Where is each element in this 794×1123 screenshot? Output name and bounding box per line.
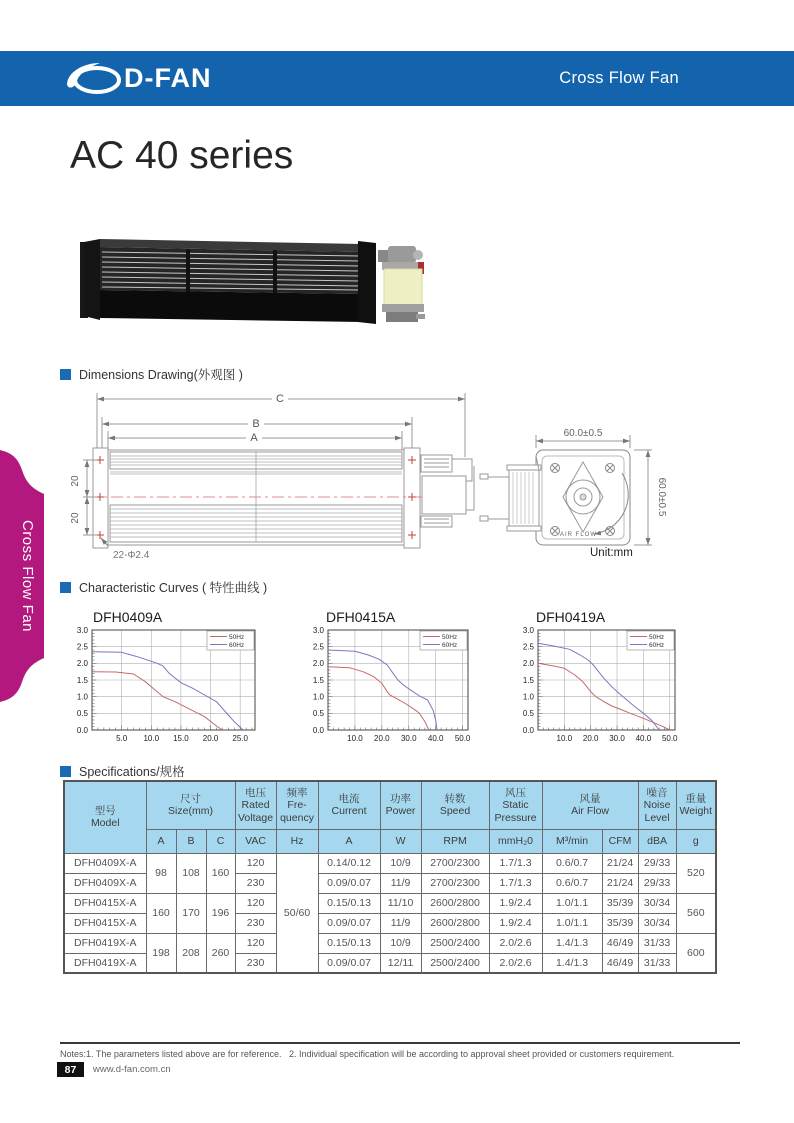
unit-header: CFM xyxy=(602,829,638,853)
svg-text:0.5: 0.5 xyxy=(312,709,324,719)
spec-table xyxy=(63,780,717,974)
blue-square-bullet-icon xyxy=(60,766,71,777)
table-cell: 208 xyxy=(176,933,206,973)
section-dimensions-label: Dimensions Drawing(外观图 ) xyxy=(79,368,243,382)
column-header: 电流 Current xyxy=(318,781,380,829)
svg-text:10.0: 10.0 xyxy=(347,734,363,743)
table-cell: DFH0409X-A xyxy=(64,853,146,873)
svg-text:10.0: 10.0 xyxy=(143,734,160,743)
table-cell: 2600/2800 xyxy=(421,893,489,913)
table-cell: 29/33 xyxy=(638,873,676,893)
table-row xyxy=(64,893,716,913)
svg-text:1.0: 1.0 xyxy=(312,692,324,702)
table-cell: 11/9 xyxy=(380,913,421,933)
table-cell: 30/34 xyxy=(638,893,676,913)
table-cell: 98 xyxy=(146,853,176,893)
unit-header: mmH₂0 xyxy=(489,829,542,853)
page-number-badge: 87 xyxy=(57,1062,84,1077)
table-cell: 29/33 xyxy=(638,853,676,873)
unit-header: VAC xyxy=(235,829,276,853)
svg-text:50.0: 50.0 xyxy=(661,734,678,743)
table-cell: 0.09/0.07 xyxy=(318,953,380,973)
unit-header: C xyxy=(206,829,235,853)
table-cell: 1.4/1.3 xyxy=(542,953,602,973)
svg-text:25.0: 25.0 xyxy=(232,734,248,743)
table-cell: 600 xyxy=(676,933,716,973)
table-cell: 108 xyxy=(176,853,206,893)
svg-text:50.0: 50.0 xyxy=(454,734,471,743)
svg-text:1.5: 1.5 xyxy=(522,675,534,685)
chart-DFH0409A xyxy=(60,610,270,753)
column-header: 风压 Static Pressure xyxy=(489,781,542,829)
chart-canvas xyxy=(60,624,270,748)
table-cell: 31/33 xyxy=(638,953,676,973)
header-bar xyxy=(0,51,794,106)
table-cell: 0.6/0.7 xyxy=(542,873,602,893)
table-cell: 21/24 xyxy=(602,873,638,893)
table-cell: 31/33 xyxy=(638,933,676,953)
unit-header: dBA xyxy=(638,829,676,853)
website-text: www.d-fan.com.cn xyxy=(93,1064,171,1075)
blue-square-bullet-icon xyxy=(60,582,71,593)
svg-text:2.0: 2.0 xyxy=(76,659,88,669)
holes-note-label: 22-Φ2.4 xyxy=(113,550,150,561)
svg-text:0.0: 0.0 xyxy=(76,725,88,735)
dim-c-label: C xyxy=(276,393,284,405)
column-header: 风量 Air Flow xyxy=(542,781,638,829)
width-dim-label: 60.0±0.5 xyxy=(563,428,603,439)
svg-text:40.0: 40.0 xyxy=(635,734,652,743)
product-photo xyxy=(70,228,430,333)
svg-text:1.0: 1.0 xyxy=(76,692,88,702)
table-cell: 230 xyxy=(235,953,276,973)
table-cell: 2.0/2.6 xyxy=(489,933,542,953)
table-cell: 21/24 xyxy=(602,853,638,873)
unit-header: g xyxy=(676,829,716,853)
table-row xyxy=(64,853,716,873)
table-cell: DFH0409X-A xyxy=(64,873,146,893)
svg-text:0.0: 0.0 xyxy=(312,725,324,735)
svg-text:20.0: 20.0 xyxy=(202,734,219,743)
brand xyxy=(64,59,212,99)
dim-a-label: A xyxy=(250,432,258,444)
chart-title: DFH0409A xyxy=(93,609,163,625)
table-cell: 0.15/0.13 xyxy=(318,933,380,953)
table-cell: 1.0/1.1 xyxy=(542,893,602,913)
table-row xyxy=(64,933,716,953)
column-header: 频率 Fre- quency xyxy=(276,781,318,829)
svg-text:0.5: 0.5 xyxy=(76,709,88,719)
svg-text:30.0: 30.0 xyxy=(609,734,625,743)
svg-text:1.5: 1.5 xyxy=(76,675,88,685)
table-cell: 160 xyxy=(206,853,235,893)
dimensions-drawing xyxy=(60,386,750,576)
column-header: 型号 Model xyxy=(64,781,146,853)
table-cell: 230 xyxy=(235,913,276,933)
table-cell: 1.0/1.1 xyxy=(542,913,602,933)
svg-text:3.0: 3.0 xyxy=(312,625,324,635)
svg-text:20.0: 20.0 xyxy=(374,734,390,743)
table-cell: 2700/2300 xyxy=(421,853,489,873)
column-header: 功率 Power xyxy=(380,781,421,829)
table-cell: 1.7/1.3 xyxy=(489,853,542,873)
table-cell: 1.7/1.3 xyxy=(489,873,542,893)
table-cell: DFH0419X-A xyxy=(64,953,146,973)
svg-text:2.5: 2.5 xyxy=(522,642,534,652)
table-cell: 35/39 xyxy=(602,893,638,913)
table-cell: 35/39 xyxy=(602,913,638,933)
section-specs-header xyxy=(60,762,185,780)
notes-text: Notes:1. The parameters listed above are for reference. 2. Individual specification will be according to approval sheet provided or customers requirement. xyxy=(60,1049,675,1059)
table-cell: 120 xyxy=(235,853,276,873)
table-cell: 160 xyxy=(146,893,176,933)
table-cell: 11/10 xyxy=(380,893,421,913)
brand-name: D-FAN xyxy=(124,63,212,93)
svg-text:50Hz: 50Hz xyxy=(229,634,245,641)
chart-DFH0419A xyxy=(503,610,685,753)
svg-text:20.0: 20.0 xyxy=(582,734,599,743)
svg-text:10.0: 10.0 xyxy=(556,734,573,743)
table-cell: 12/11 xyxy=(380,953,421,973)
svg-text:30.0: 30.0 xyxy=(400,734,417,743)
table-cell: 1.9/2.4 xyxy=(489,893,542,913)
table-cell: 1.9/2.4 xyxy=(489,913,542,933)
svg-text:3.0: 3.0 xyxy=(522,625,534,635)
table-cell: 520 xyxy=(676,853,716,893)
dim-20-upper-label: 20 xyxy=(70,475,81,487)
unit-header: RPM xyxy=(421,829,489,853)
table-cell: 50/60 xyxy=(276,853,318,973)
chart-title: DFH0419A xyxy=(536,609,606,625)
svg-text:50Hz: 50Hz xyxy=(649,634,665,641)
table-cell: 2500/2400 xyxy=(421,933,489,953)
chart-canvas xyxy=(293,624,478,748)
table-cell: 120 xyxy=(235,893,276,913)
table-cell: 198 xyxy=(146,933,176,973)
column-header: 转数 Speed xyxy=(421,781,489,829)
section-curves-header xyxy=(60,578,267,596)
column-header: 重量 Weight xyxy=(676,781,716,829)
table-cell: 1.4/1.3 xyxy=(542,933,602,953)
table-cell: 30/34 xyxy=(638,913,676,933)
svg-text:60Hz: 60Hz xyxy=(442,642,458,649)
svg-text:0.5: 0.5 xyxy=(522,709,534,719)
column-header: 噪音 Noise Level xyxy=(638,781,676,829)
table-cell: DFH0415X-A xyxy=(64,913,146,933)
unit-label: Unit:mm xyxy=(590,547,633,559)
table-cell: 2.0/2.6 xyxy=(489,953,542,973)
table-cell: 0.09/0.07 xyxy=(318,873,380,893)
svg-text:15.0: 15.0 xyxy=(173,734,189,743)
column-header: 尺寸 Size(mm) xyxy=(146,781,235,829)
svg-text:3.0: 3.0 xyxy=(76,625,88,635)
svg-text:1.5: 1.5 xyxy=(312,675,324,685)
sidebar-tab-label: Cross Flow Fan xyxy=(19,519,36,633)
table-cell: 230 xyxy=(235,873,276,893)
chart-DFH0415A xyxy=(293,610,478,753)
svg-text:60Hz: 60Hz xyxy=(649,642,665,649)
chart-title: DFH0415A xyxy=(326,609,396,625)
unit-header: B xyxy=(176,829,206,853)
footer-divider xyxy=(60,1042,740,1044)
svg-text:50Hz: 50Hz xyxy=(442,634,458,641)
unit-header: M³/min xyxy=(542,829,602,853)
unit-header: A xyxy=(318,829,380,853)
svg-text:2.5: 2.5 xyxy=(76,642,88,652)
unit-header: W xyxy=(380,829,421,853)
blue-square-bullet-icon xyxy=(60,369,71,380)
dim-20-lower-label: 20 xyxy=(70,512,81,524)
svg-text:60Hz: 60Hz xyxy=(229,642,245,649)
table-cell: 10/9 xyxy=(380,933,421,953)
svg-text:2.0: 2.0 xyxy=(522,659,534,669)
svg-text:2.5: 2.5 xyxy=(312,642,324,652)
table-cell: 260 xyxy=(206,933,235,973)
table-cell: 11/9 xyxy=(380,873,421,893)
table-cell: 120 xyxy=(235,933,276,953)
table-cell: DFH0419X-A xyxy=(64,933,146,953)
table-cell: 2700/2300 xyxy=(421,873,489,893)
table-cell: 170 xyxy=(176,893,206,933)
svg-text:40.0: 40.0 xyxy=(427,734,444,743)
table-cell: 0.14/0.12 xyxy=(318,853,380,873)
table-cell: 2500/2400 xyxy=(421,953,489,973)
table-cell: 10/9 xyxy=(380,853,421,873)
section-curves-label: Characteristic Curves ( 特性曲线 ) xyxy=(79,581,268,595)
height-dim-label: 60.0±0.5 xyxy=(656,477,667,517)
chart-canvas xyxy=(503,624,685,748)
section-dimensions-header xyxy=(60,365,243,383)
svg-text:5.0: 5.0 xyxy=(116,734,128,743)
table-cell: 46/49 xyxy=(602,953,638,973)
table-cell: 0.15/0.13 xyxy=(318,893,380,913)
svg-text:1.0: 1.0 xyxy=(522,692,534,702)
table-cell: 0.09/0.07 xyxy=(318,913,380,933)
dim-b-label: B xyxy=(252,418,260,430)
unit-header: Hz xyxy=(276,829,318,853)
section-specs-label: Specifications/规格 xyxy=(79,765,185,779)
unit-header: A xyxy=(146,829,176,853)
charts-row xyxy=(0,610,794,750)
page-title: AC 40 series xyxy=(70,134,294,177)
table-cell: 0.6/0.7 xyxy=(542,853,602,873)
header-category: Cross Flow Fan xyxy=(559,69,679,87)
table-cell: DFH0415X-A xyxy=(64,893,146,913)
table-cell: 196 xyxy=(206,893,235,933)
column-header: 电压 Rated Voltage xyxy=(235,781,276,829)
table-cell: 560 xyxy=(676,893,716,933)
table-cell: 46/49 xyxy=(602,933,638,953)
table-cell: 2600/2800 xyxy=(421,913,489,933)
brand-logo-icon xyxy=(64,59,122,99)
svg-text:0.0: 0.0 xyxy=(522,725,534,735)
air-flow-label: AIR FLOW xyxy=(560,532,598,538)
svg-text:2.0: 2.0 xyxy=(312,659,324,669)
